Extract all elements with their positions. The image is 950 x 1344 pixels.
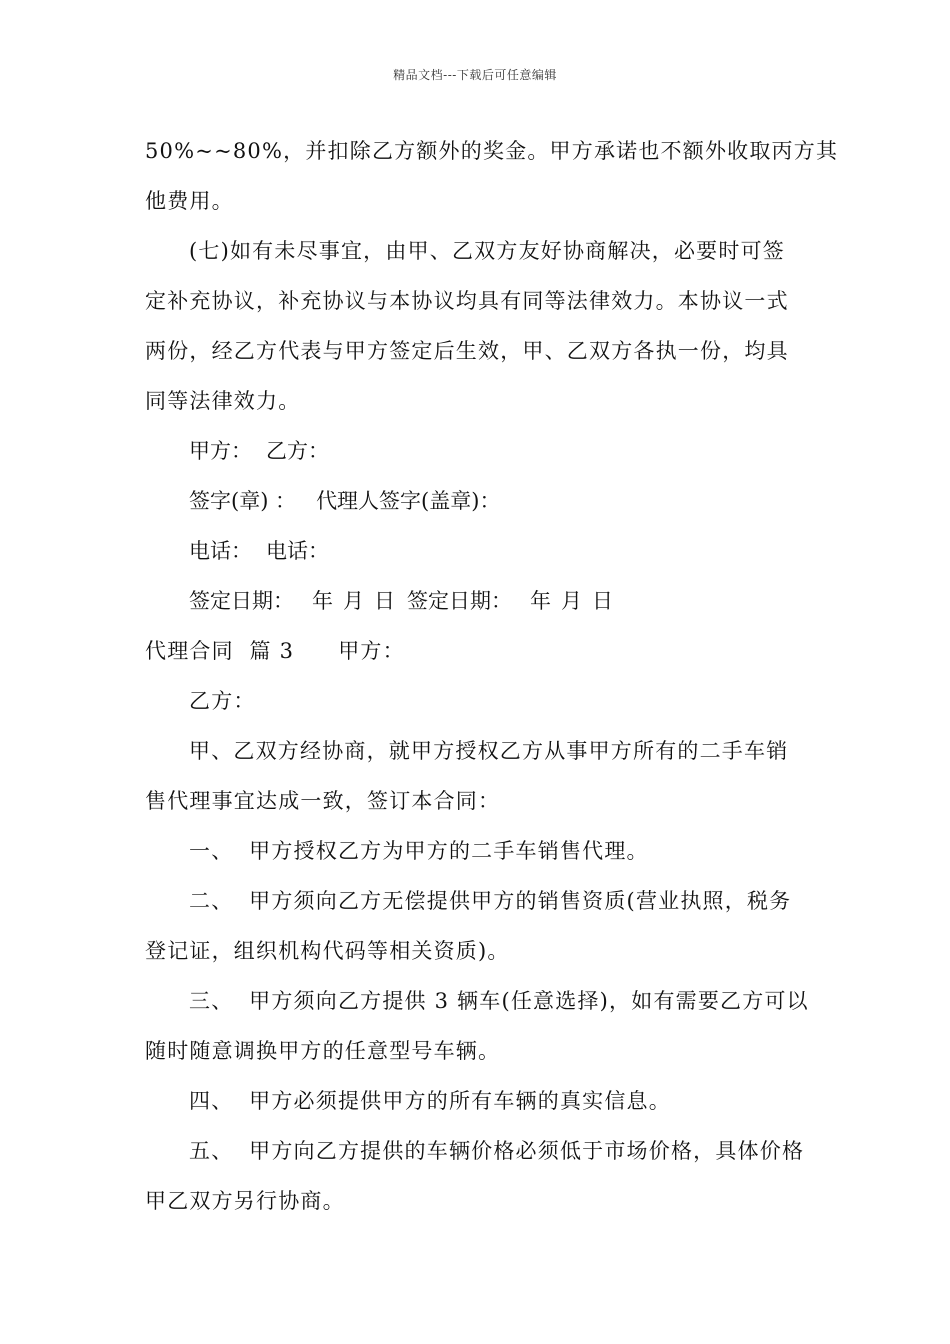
sign-b-label: 代理人签字(盖章)： <box>316 489 501 513</box>
body-line: 同等法律效力。 <box>145 389 301 413</box>
date-b-month: 月 <box>561 589 582 613</box>
clause-line: 登记证，组织机构代码等相关资质)。 <box>145 939 510 963</box>
contract3-title: 代理合同 篇 3 <box>145 639 295 663</box>
signature-date-row <box>189 586 613 616</box>
contract3-intro-line: 售代理事宜达成一致，签订本合同： <box>145 789 501 813</box>
contract3-party-a: 甲方： <box>338 639 405 663</box>
sign-a-label: 签字(章) ： <box>189 489 297 513</box>
contract3-title-row <box>145 636 825 666</box>
clause-line: 二、 甲方须向乙方无偿提供甲方的销售资质(营业执照，税务 <box>189 889 792 913</box>
clause-line: 甲乙双方另行协商。 <box>145 1189 345 1213</box>
date-a-label: 签定日期： <box>189 589 294 613</box>
clause-line: 随时随意调换甲方的任意型号车辆。 <box>145 1039 501 1063</box>
date-b-label: 签定日期： <box>407 589 512 613</box>
clause-line: 一、 甲方授权乙方为甲方的二手车销售代理。 <box>189 839 649 863</box>
party-a-label: 甲方： <box>189 439 252 463</box>
clause-line: 五、 甲方向乙方提供的车辆价格必须低于市场价格，具体价格 <box>189 1139 805 1163</box>
body-line: 两份，经乙方代表与甲方签定后生效，甲、乙双方各执一份，均具 <box>145 339 789 363</box>
party-b-label: 乙方： <box>266 439 329 463</box>
phone-b-label: 电话： <box>266 539 329 563</box>
date-a-year: 年 <box>312 589 333 613</box>
body-line: (七)如有未尽事宜，由甲、乙双方友好协商解决，必要时可签 <box>189 239 785 263</box>
date-b-year: 年 <box>530 589 551 613</box>
clause-line: 四、 甲方必须提供甲方的所有车辆的真实信息。 <box>189 1089 671 1113</box>
body-line: 定补充协议，补充协议与本协议均具有同等法律效力。本协议一式 <box>145 289 789 313</box>
contract3-party-b: 乙方： <box>189 689 256 713</box>
phone-a-label: 电话： <box>189 539 252 563</box>
signature-sign-row <box>189 486 500 516</box>
body-line: 他费用。 <box>145 189 234 213</box>
contract3-intro-line: 甲、乙双方经协商，就甲方授权乙方从事甲方所有的二手车销 <box>189 739 789 763</box>
date-a-month: 月 <box>343 589 364 613</box>
signature-parties-row <box>189 436 329 466</box>
signature-phone-row <box>189 536 329 566</box>
body-line: 50%~~80%，并扣除乙方额外的奖金。甲方承诺也不额外收取丙方其 <box>145 139 839 163</box>
date-a-day: 日 <box>374 589 395 613</box>
page-header: 精品文档---下载后可任意编辑 <box>393 68 557 82</box>
clause-line: 三、 甲方须向乙方提供 3 辆车(任意选择)，如有需要乙方可以 <box>189 989 809 1013</box>
date-b-day: 日 <box>592 589 613 613</box>
